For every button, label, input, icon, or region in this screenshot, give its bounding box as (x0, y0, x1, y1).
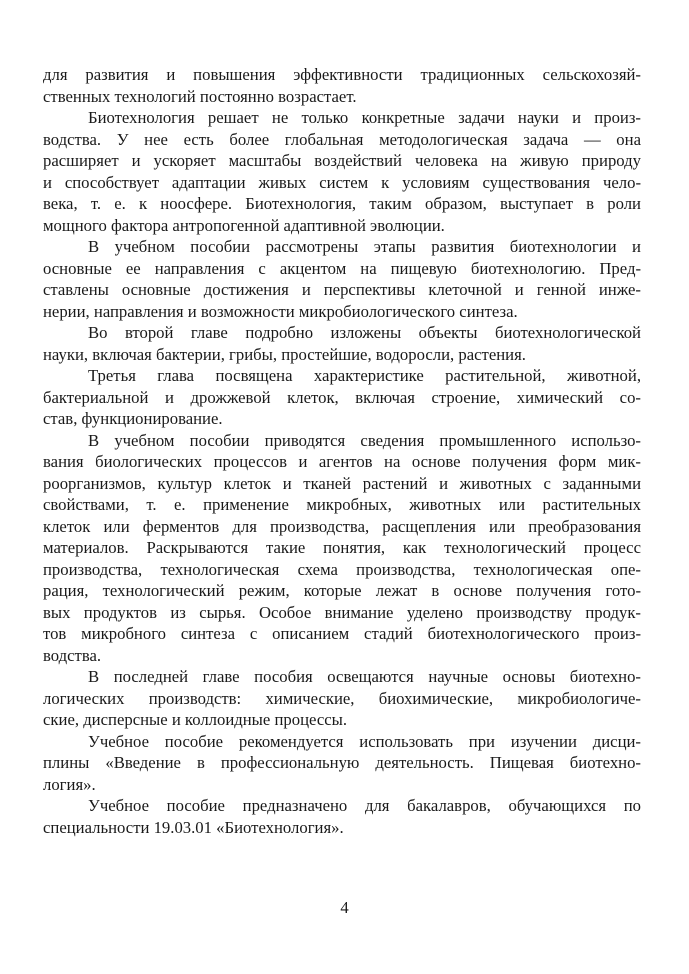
paragraph-biotech-task (43, 107, 641, 236)
text-line: плины «Введение в профессиональную деятельность. Пищевая биотехно- (43, 753, 641, 772)
text-line: Биотехнология решает не только конкретные задачи науки и произ- (88, 108, 641, 127)
paragraph-last-chapter (43, 666, 641, 731)
paragraph-chapter-two (43, 322, 641, 365)
text-line: тов микробного синтеза с описанием стадий биотехнологического произ- (43, 624, 641, 643)
text-line: века, т. е. к ноосфере. Биотехнология, таким образом, выступает в роли (43, 194, 641, 213)
text-line: расширяет и ускоряет масштабы воздействий человека на живую природу (43, 151, 641, 170)
text-line: В учебном пособии рассмотрены этапы развития биотехнологии и (88, 237, 641, 256)
text-line: Учебное пособие рекомендуется использовать при изучении дисци- (88, 731, 641, 751)
paragraph-audience (43, 795, 641, 838)
paragraph-continuation (43, 64, 641, 107)
text-line: клеток или ферментов для производства, расщепления или преобразования (43, 516, 641, 536)
text-line: Учебное пособие предназначено для бакалавров, обучающихся по (88, 796, 641, 815)
paragraph-recommendation (43, 731, 641, 796)
text-line: логических производств: химические, биохимические, микробиологиче- (43, 688, 641, 708)
text-line: водства. (43, 645, 102, 665)
text-line: для развития и повышения эффективности традиционных сельскохозяй- (43, 65, 641, 84)
text-line: ставлены основные достижения и перспективы клеточной и генной инже- (43, 280, 641, 299)
text-line: производства, технологическая схема производства, технологическая опе- (43, 559, 641, 579)
text-line: Третья глава посвящена характеристике растительной, животной, (88, 366, 641, 385)
text-line: Во второй главе подробно изложены объекты биотехнологической (88, 323, 641, 342)
text-line: свойствами, т. е. применение микробных, животных или растительных (43, 495, 641, 514)
text-line: нерии, направления и возможности микробиологического синтеза. (43, 301, 518, 321)
body-text (43, 64, 641, 838)
text-line: бактериальной и дрожжевой клеток, включая строение, химический со- (43, 387, 641, 407)
paragraph-stages (43, 236, 641, 322)
text-line: рация, технологический режим, которые лежат в основе получения гото- (43, 581, 641, 600)
text-line: основные ее направления с акцентом на пищевую биотехнологию. Пред- (43, 258, 641, 278)
text-line: роорганизмов, культур клеток и тканей растений и животных с заданными (43, 473, 641, 493)
text-line: В учебном пособии приводятся сведения промышленного использо- (88, 430, 641, 450)
text-line: мощного фактора антропогенной адаптивной эволюции. (43, 215, 445, 235)
text-line: ственных технологий постоянно возрастает. (43, 86, 357, 106)
text-line: В последней главе пособия освещаются научные основы биотехно- (88, 667, 641, 686)
text-line: и способствует адаптации живых систем к условиям существования чело- (43, 172, 641, 192)
text-line: специальности 19.03.01 «Биотехнология». (43, 817, 344, 837)
text-line: вания биологических процессов и агентов на основе получения форм мик- (43, 452, 641, 471)
paragraph-industrial-use (43, 430, 641, 667)
text-line: водства. У нее есть более глобальная методологическая задача — она (43, 129, 641, 149)
text-line: науки, включая бактерии, грибы, простейшие, водоросли, растения. (43, 344, 526, 364)
text-line: вых продуктов из сырья. Особое внимание уделено производству продук- (43, 602, 641, 622)
text-line: материалов. Раскрываются такие понятия, как технологический процесс (43, 538, 641, 557)
text-line: логия». (43, 774, 96, 794)
paragraph-chapter-three (43, 365, 641, 430)
page-number: 4 (340, 898, 349, 917)
text-line: ские, дисперсные и коллоидные процессы. (43, 710, 348, 729)
text-line: став, функционирование. (43, 409, 223, 428)
